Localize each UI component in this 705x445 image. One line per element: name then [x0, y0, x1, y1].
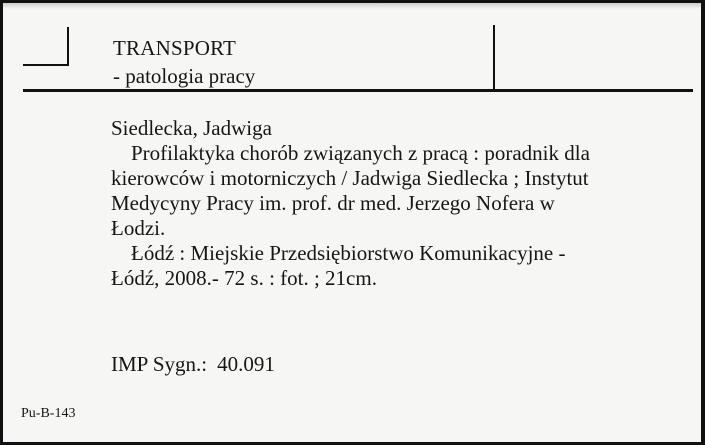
card-code: Pu-B-143: [21, 406, 76, 421]
subject-subheading: - patologia pracy: [113, 64, 256, 88]
header-vertical-rule: [493, 25, 495, 91]
catalog-entry: [111, 116, 631, 291]
call-number-value: 40.091: [217, 352, 275, 376]
publication-line-2: Łódź, 2008.- 72 s. : fot. ; 21cm.: [111, 266, 377, 290]
author-line: Siedlecka, Jadwiga: [111, 116, 272, 140]
corner-mark-horizontal: [23, 64, 69, 66]
corner-mark-vertical: [67, 27, 69, 65]
title-line-1: Profilaktyka chorób związanych z pracą : poradnik dla: [131, 141, 590, 165]
publication-line-1: Łódź : Miejskie Przedsiębiorstwo Komunikacyjne -: [131, 241, 566, 265]
header-horizontal-rule: [23, 89, 693, 92]
scan-shadow: [3, 3, 701, 9]
call-number: [111, 352, 275, 377]
subject-heading: TRANSPORT: [113, 36, 237, 60]
title-line-4: Łodzi.: [111, 216, 166, 240]
title-line-3: Medycyny Pracy im. prof. dr med. Jerzego Nofera w: [111, 191, 555, 215]
title-line-2: kierowców i motorniczych / Jadwiga Siedlecka ; Instytut: [111, 166, 589, 190]
call-number-label: IMP Sygn.:: [111, 352, 208, 376]
